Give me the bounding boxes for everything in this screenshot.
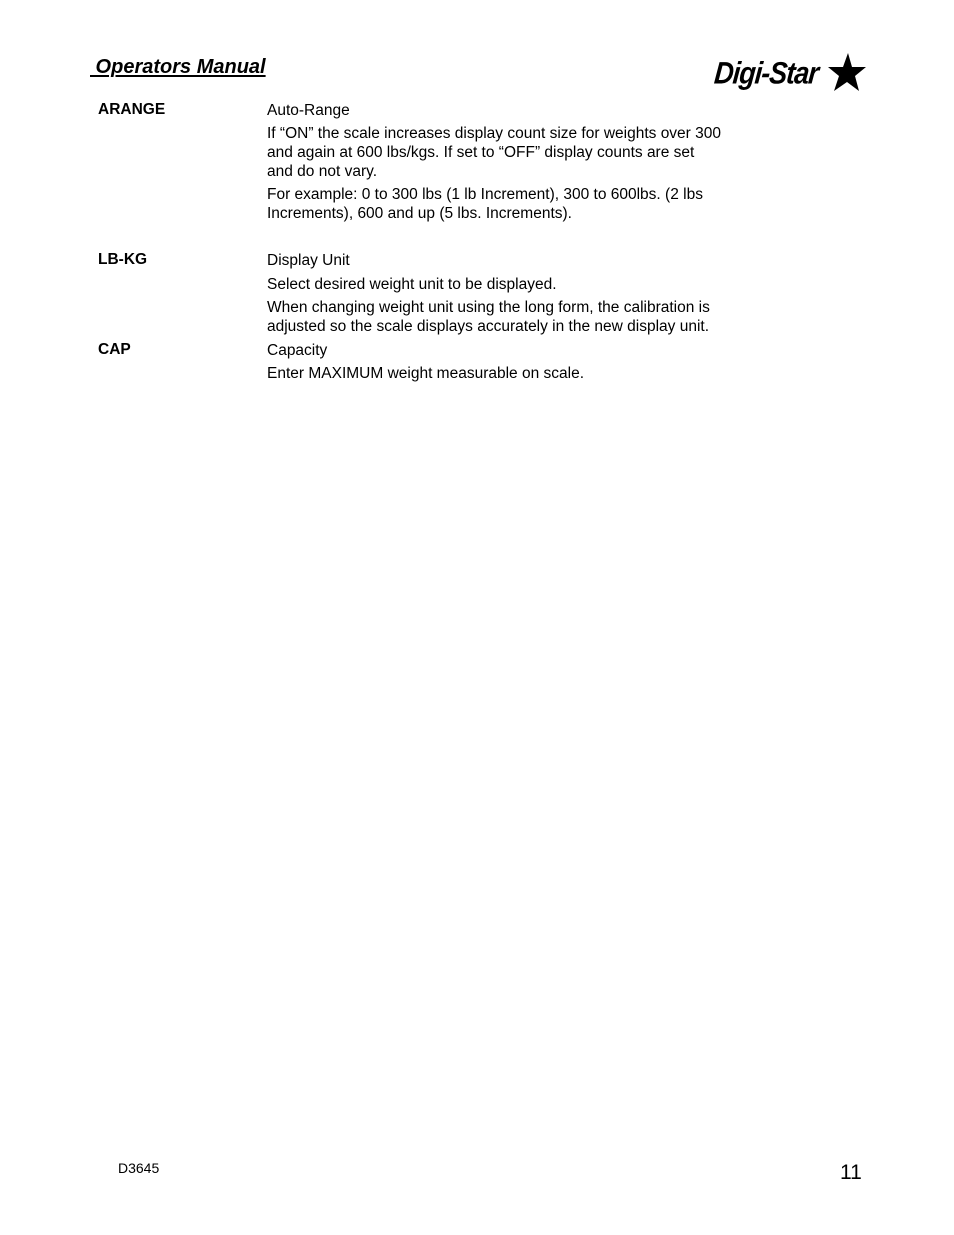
- page-header-title: Operators Manual: [90, 56, 266, 78]
- definition-text: When changing weight unit using the long form, the calibration is: [267, 299, 710, 316]
- definition-text: If “ON” the scale increases display count size for weights over 300: [267, 125, 722, 142]
- page-number: 11: [840, 1161, 862, 1184]
- definition-heading: Display Unit: [267, 252, 350, 269]
- document-code: D3645: [118, 1160, 160, 1176]
- definition-text: Increments), 600 and up (5 lbs. Increments).: [267, 205, 572, 222]
- term-arange: ARANGE: [98, 101, 166, 118]
- term-cap: CAP: [98, 341, 131, 358]
- definition-text: adjusted so the scale displays accurately in the new display unit.: [267, 318, 709, 335]
- brand-logo: [712, 52, 868, 94]
- definition-text: Select desired weight unit to be displayed.: [267, 276, 557, 293]
- logo-wordmark: Digi-Star: [712, 56, 820, 91]
- definition-text: For example: 0 to 300 lbs (1 lb Increment), 300 to 600lbs. (2 lbs: [267, 186, 703, 203]
- star-icon: [826, 52, 866, 92]
- term-lb-kg: LB-KG: [98, 251, 148, 268]
- definition-text: Enter MAXIMUM weight measurable on scale.: [267, 365, 585, 382]
- definition-heading: Auto-Range: [267, 102, 350, 119]
- definition-text: and again at 600 lbs/kgs. If set to “OFF” display counts are set: [267, 144, 695, 161]
- definition-heading: Capacity: [267, 342, 328, 359]
- definition-text: and do not vary.: [267, 163, 378, 180]
